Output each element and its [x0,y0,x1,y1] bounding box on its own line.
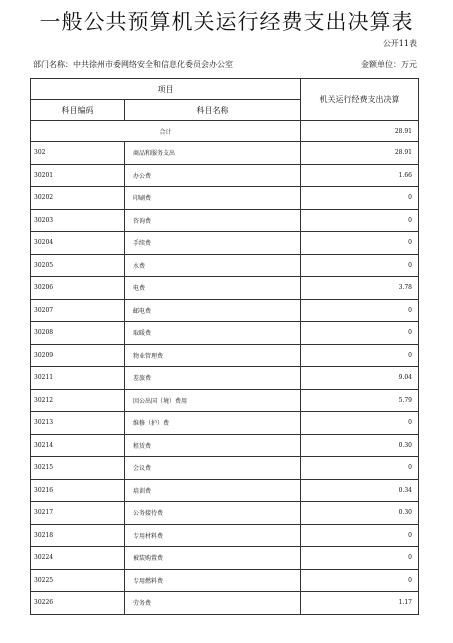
row-amount: 3.78 [301,277,419,300]
row-amount: 0.30 [301,434,419,457]
row-name: 培训费 [125,479,301,502]
row-amount: 1.66 [301,164,419,187]
row-code: 30202 [31,187,125,210]
row-amount: 1.17 [301,592,419,615]
table-row [31,142,419,165]
row-name: 办公费 [125,164,301,187]
table-row [31,164,419,187]
row-code: 30208 [31,322,125,345]
row-name: 专用材料费 [125,524,301,547]
row-code: 30212 [31,389,125,412]
row-code: 30217 [31,502,125,525]
table-row [31,457,419,480]
expenditure-table [30,78,419,615]
total-label: 合计 [31,121,301,142]
row-name: 电费 [125,277,301,300]
row-name: 商品和服务支出 [125,142,301,165]
table-row [31,187,419,210]
row-amount: 0 [301,547,419,570]
header-amount: 机关运行经费支出决算 [301,79,419,121]
row-amount: 0 [301,299,419,322]
total-amount: 28.91 [301,121,419,142]
row-name: 维修（护）费 [125,412,301,435]
row-name: 差旅费 [125,367,301,390]
table-row [31,592,419,615]
row-name: 水费 [125,254,301,277]
row-name: 印刷费 [125,187,301,210]
header-project: 项目 [31,79,301,100]
row-code: 30211 [31,367,125,390]
row-code: 30213 [31,412,125,435]
row-amount: 0 [301,457,419,480]
table-row [31,569,419,592]
form-number: 公开11表 [382,39,417,48]
row-name: 因公出国（境）费用 [125,389,301,412]
table-row [31,209,419,232]
table-row [31,547,419,570]
header-name: 科目名称 [125,100,301,121]
row-code: 30207 [31,299,125,322]
table-row [31,412,419,435]
table-row [31,344,419,367]
row-name: 租赁费 [125,434,301,457]
row-name: 公务接待费 [125,502,301,525]
row-amount: 0 [301,524,419,547]
row-name: 手续费 [125,232,301,255]
table-row [31,299,419,322]
row-amount: 5.79 [301,389,419,412]
row-amount: 0 [301,209,419,232]
row-code: 30225 [31,569,125,592]
row-name: 取暖费 [125,322,301,345]
row-code: 30209 [31,344,125,367]
row-code: 30201 [31,164,125,187]
row-code: 30224 [31,547,125,570]
header-code: 科目编码 [31,100,125,121]
unit-label: 金额单位：万元 [361,60,417,69]
row-code: 30206 [31,277,125,300]
row-amount: 0 [301,232,419,255]
row-name: 劳务费 [125,592,301,615]
row-amount: 0 [301,322,419,345]
row-code: 30205 [31,254,125,277]
row-code: 30215 [31,457,125,480]
table-row [31,277,419,300]
table-row [31,254,419,277]
row-name: 物业管理费 [125,344,301,367]
row-code: 30218 [31,524,125,547]
row-amount: 0 [301,569,419,592]
row-name: 专用燃料费 [125,569,301,592]
table-row [31,322,419,345]
table-row [31,479,419,502]
row-code: 30203 [31,209,125,232]
row-name: 邮电费 [125,299,301,322]
row-code: 30216 [31,479,125,502]
row-name: 咨询费 [125,209,301,232]
row-amount: 28.91 [301,142,419,165]
table-row [31,389,419,412]
row-amount: 0 [301,344,419,367]
row-code: 30204 [31,232,125,255]
table-row [31,524,419,547]
table-row [31,367,419,390]
row-amount: 0 [301,254,419,277]
row-code: 30214 [31,434,125,457]
row-amount: 9.04 [301,367,419,390]
header-row-project [31,79,419,100]
table-row [31,502,419,525]
department-label: 部门名称：中共徐州市委网络安全和信息化委员会办公室 [33,60,233,69]
table-row [31,434,419,457]
row-name: 会议费 [125,457,301,480]
row-amount: 0 [301,412,419,435]
row-amount: 0.30 [301,502,419,525]
row-amount: 0.34 [301,479,419,502]
row-code: 30226 [31,592,125,615]
table-row [31,232,419,255]
row-code: 302 [31,142,125,165]
total-row [31,121,419,142]
row-name: 被装购置费 [125,547,301,570]
page-title: 一般公共预算机关运行经费支出决算表 [39,10,414,34]
row-amount: 0 [301,187,419,210]
